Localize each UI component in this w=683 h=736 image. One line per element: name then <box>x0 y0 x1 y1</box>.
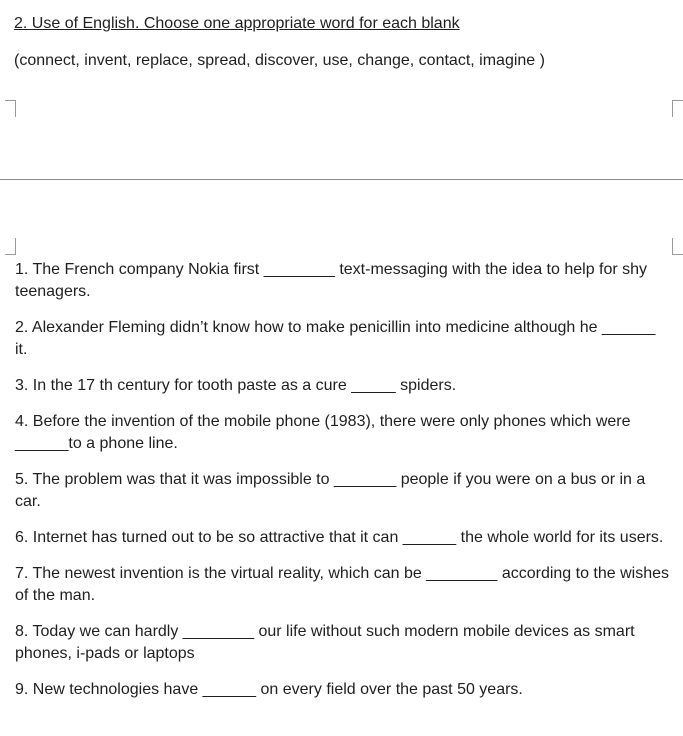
header-margin-corner-top-right <box>672 100 683 117</box>
body-margin-corner-top-left <box>5 238 16 255</box>
question-item: 6. Internet has turned out to be so attractive that it can ______ the whole world for its users. <box>15 529 664 546</box>
page-divider <box>0 179 683 180</box>
question-item: 5. The problem was that it was impossible to _______ people if you were on a bus or in a car. <box>15 471 646 510</box>
body-margin-corner-top-right <box>672 238 683 255</box>
question-list <box>15 259 670 715</box>
question-item: 1. The French company Nokia first ________ text-messaging with the idea to help for shy teenagers. <box>15 261 648 300</box>
question-item: 3. In the 17 th century for tooth paste as a cure _____ spiders. <box>15 377 457 394</box>
question-item: 9. New technologies have ______ on every field over the past 50 years. <box>15 681 523 698</box>
question-item: 8. Today we can hardly ________ our life without such modern mobile devices as smart phones, i-pads or laptops <box>15 623 635 662</box>
word-bank: (connect, invent, replace, spread, discover, use, change, contact, imagine ) <box>14 52 545 69</box>
question-item: 7. The newest invention is the virtual reality, which can be ________ according to the wishes of the man. <box>15 565 670 604</box>
question-item: 2. Alexander Fleming didn’t know how to make penicillin into medicine although he ______ it. <box>15 319 656 358</box>
question-item: 4. Before the invention of the mobile phone (1983), there were only phones which were ______to a phone line. <box>15 413 631 452</box>
exercise-title: 2. Use of English. Choose one appropriate word for each blank <box>14 15 460 32</box>
header-margin-corner-top-left <box>5 100 16 117</box>
